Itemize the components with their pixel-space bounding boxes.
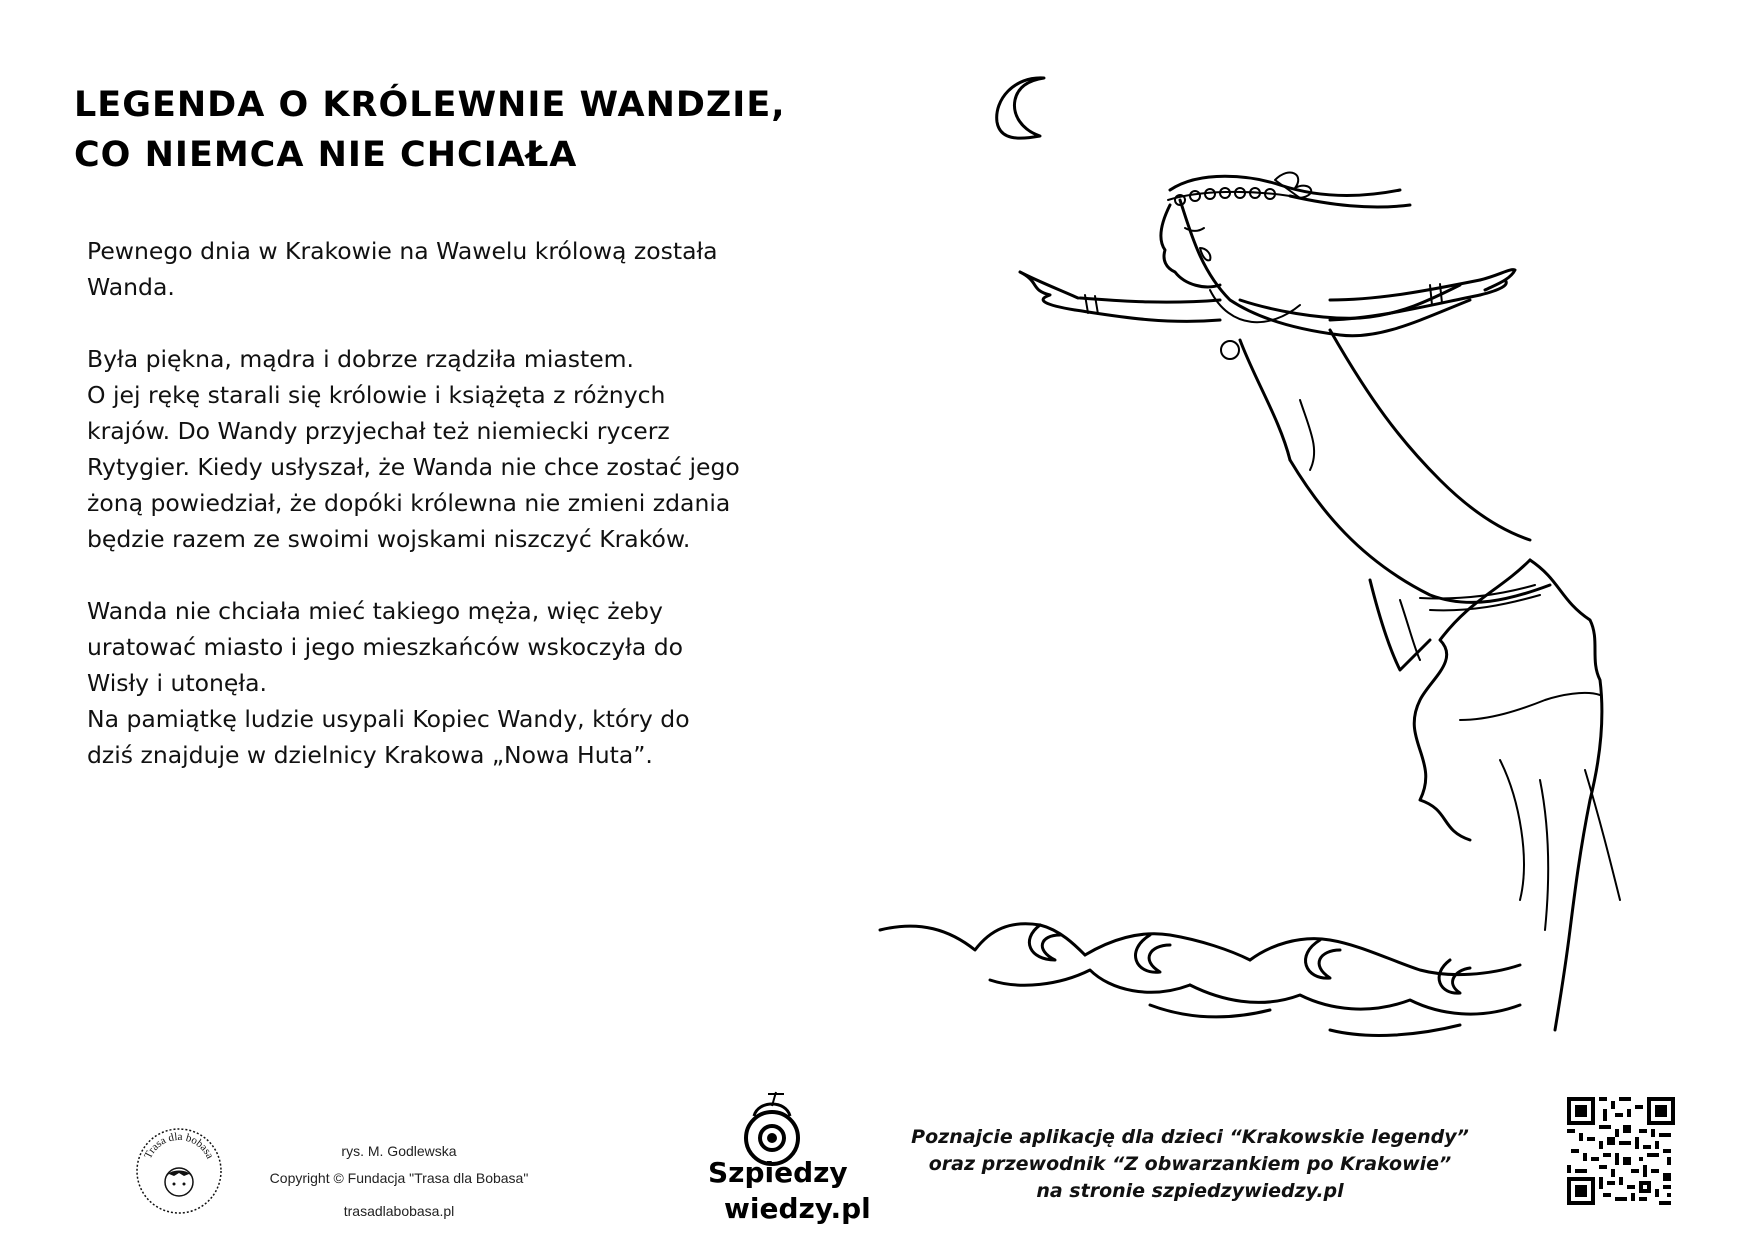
qr-code-icon[interactable] xyxy=(1567,1097,1675,1205)
coloring-illustration xyxy=(870,55,1740,1085)
svg-text:Trasa dla bobasa xyxy=(142,1131,216,1161)
waves xyxy=(880,924,1520,1036)
cliff xyxy=(1414,560,1620,1030)
story-text xyxy=(87,233,787,809)
story-paragraph-2: Była piękna, mądra i dobrze rządziła miastem. O jej rękę starali się królowie i książęta z różnych krajów. Do Wandy przyjechał też niemiecki rycerz Rytygier. Kiedy usłyszał, że Wanda nie chce zostać jego żoną powiedział, że dopóki królewna nie zmieni zdania będzie razem ze swoimi wojskami niszczyć Kraków. xyxy=(87,345,740,553)
moon-icon xyxy=(997,78,1044,138)
title-line-1: LEGENDA O KRÓLEWNIE WANDZIE, xyxy=(74,85,786,125)
story-paragraph-3: Wanda nie chciała mieć takiego męża, więc żeby uratować miasto i jego mieszkańców wskoczyła do Wisły i utonęła. Na pamiątkę ludzie usypali Kopiec Wandy, który do dziś znajduje w dzielnicy Krakowa „Nowa Huta”. xyxy=(87,597,690,769)
illustrator-credit: rys. M. Godlewska xyxy=(341,1143,457,1159)
trasa-dla-bobasa-logo xyxy=(134,1126,224,1216)
princess-figure xyxy=(1020,172,1550,670)
website-link[interactable]: trasadlabobasa.pl xyxy=(343,1203,455,1219)
brand-name-line-2: wiedzy.pl xyxy=(724,1192,871,1225)
promo-text xyxy=(880,1124,1500,1205)
brand-name-line-1: Szpiedzy xyxy=(708,1156,848,1189)
story-paragraph-1: Pewnego dnia w Krakowie na Wawelu królową została Wanda. xyxy=(87,237,718,301)
szpiedzy-wiedzy-logo xyxy=(708,1080,871,1230)
title-line-2: CO NIEMCA NIE CHCIAŁA xyxy=(74,135,578,175)
copyright-notice: Copyright © Fundacja "Trasa dla Bobasa" xyxy=(269,1170,529,1186)
promo-line-3[interactable]: na stronie szpiedzywiedzy.pl xyxy=(1036,1180,1344,1202)
promo-line-2: oraz przewodnik “Z obwarzankiem po Krakowie” xyxy=(928,1153,1452,1175)
credits xyxy=(244,1138,554,1225)
promo-line-1: Poznajcie aplikację dla dzieci “Krakowskie legendy” xyxy=(911,1126,1469,1148)
page-title xyxy=(74,80,786,180)
logo-text: Trasa dla bobasa xyxy=(142,1130,216,1161)
